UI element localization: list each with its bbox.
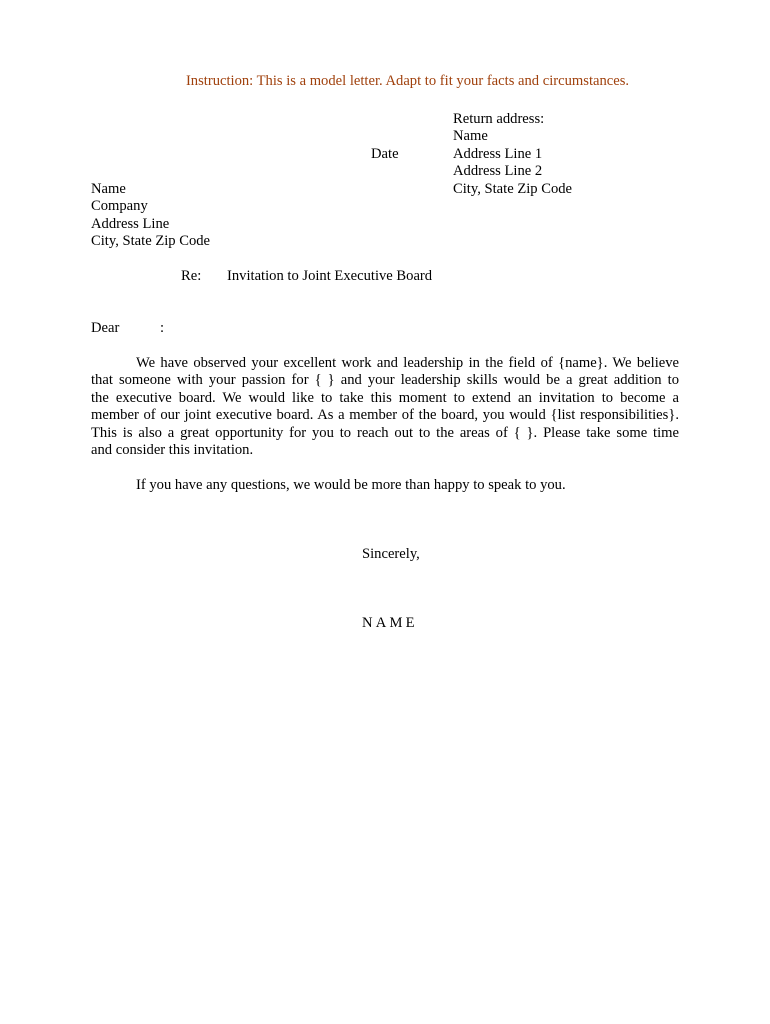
closing-paragraph: If you have any questions, we would be more than happy to speak to you. [136,477,566,493]
recipient-line: Name [91,181,126,197]
body-line: This is also a great opportunity for you to reach out to the areas of { }. Please take some time [91,424,679,441]
body-line: We have observed your excellent work and leadership in the field of {name}. We believe [136,355,679,371]
body-line: that someone with your passion for { } and your leadership skills would be a great addition to [91,372,679,389]
recipient-line: Company [91,198,148,215]
return-address-line: Name [453,128,488,145]
return-address-line: Address Line 1 [453,145,543,162]
sign-off: Sincerely, [362,546,420,562]
recipient-address-block [91,181,210,251]
signature-name: NAME [362,615,418,631]
re-label: Re: [181,268,202,284]
body-line: and consider this invitation. [91,441,254,458]
recipient-line: Address Line [91,215,170,232]
date-label: Date [371,146,399,162]
salutation: Dear [91,320,120,336]
body-line: member of our joint executive board. As a member of the board, you would {list responsibilities}. [91,407,679,424]
salutation-colon: : [160,320,165,336]
body-paragraph [91,355,679,459]
return-address-heading: Return address: [453,111,545,127]
recipient-line: City, State Zip Code [91,233,211,250]
return-address-line: City, State Zip Code [453,180,573,197]
body-line: the executive board. We would like to take this moment to extend an invitation to become a [91,389,679,406]
return-address-block [453,111,572,198]
re-subject: Invitation to Joint Executive Board [227,268,433,284]
instruction-note: Instruction: This is a model letter. Adapt to fit your facts and circumstances. [185,73,630,89]
return-address-line: Address Line 2 [453,163,543,180]
